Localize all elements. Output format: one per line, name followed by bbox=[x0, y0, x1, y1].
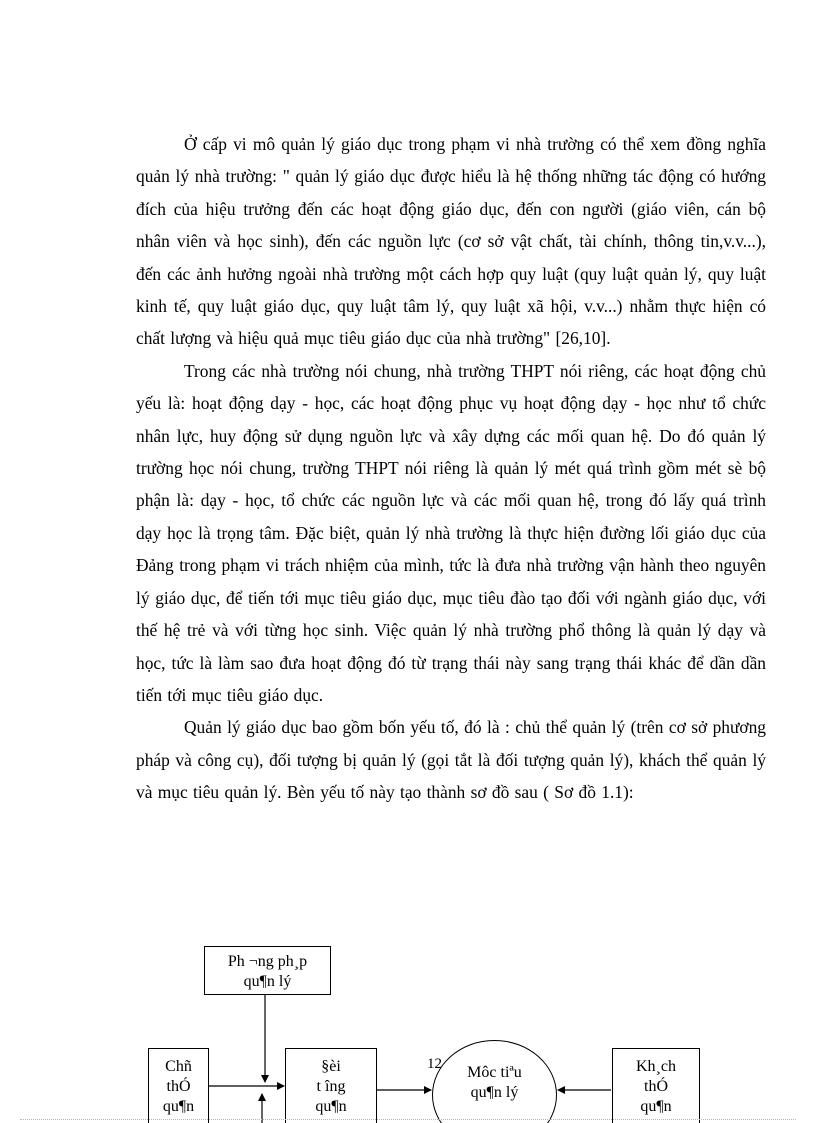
method-box-line-2: qu¶n lý bbox=[243, 973, 292, 990]
object-box bbox=[285, 1048, 377, 1123]
goal-circle bbox=[432, 1040, 557, 1123]
goal-circle-line-2: qu¶n lý bbox=[470, 1084, 519, 1101]
body-text bbox=[136, 128, 766, 809]
object-box-line-1: §èi bbox=[321, 1058, 341, 1075]
object-box-line-3: qu¶n bbox=[315, 1098, 347, 1115]
subject-box-line-3: qu¶n bbox=[162, 1098, 195, 1115]
paragraph-1: Ở cấp vi mô quản lý giáo dục trong phạm vi nhà trường có thể xem đồng nghĩa quản lý nhà trường: " quản lý giáo dục được hiểu là hệ thống những tác động có hướng đích của hiệu trưởng đến các hoạt động giáo dục, đến con người (giáo viên, cán bộ nhân viên và học sinh), đến các nguồn lực (cơ sở vật chất, tài chính, thông tin,v.v...), đến các ảnh hưởng ngoài nhà trường một cách hợp quy luật (quy luật quản lý, quy luật kinh tế, quy luật giáo dục, quy luật tâm lý, quy luật xã hội, v.v...) nhằm thực hiện có chất lượng và hiệu quả mục tiêu giáo dục của nhà trường" [26,10]. bbox=[136, 134, 766, 349]
page-number: 12 bbox=[427, 1056, 442, 1072]
method-box bbox=[204, 946, 331, 995]
page-bottom-divider bbox=[20, 1119, 796, 1120]
external-box bbox=[612, 1048, 700, 1123]
method-box-line-1: Ph ¬ng ph¸p bbox=[227, 953, 308, 970]
subject-box-line-2: thÓ bbox=[166, 1078, 191, 1095]
subject-box-line-1: Chñ bbox=[165, 1058, 192, 1075]
goal-circle-line-1: Môc tiªu bbox=[467, 1064, 522, 1081]
paragraph-3: Quản lý giáo dục bao gồm bốn yếu tố, đó là : chủ thể quản lý (trên cơ sở phương pháp và công cụ), đối tượng bị quản lý (gọi tắt là đối tượng quản lý), khách thể quản lý và mục tiêu quản lý. Bèn yếu tố này tạo thành sơ đồ sau ( Sơ đồ 1.1): bbox=[136, 717, 766, 803]
object-box-line-2: t îng bbox=[316, 1078, 346, 1095]
external-box-line-1: Kh¸ch bbox=[636, 1058, 676, 1075]
paragraph-2: Trong các nhà trường nói chung, nhà trường THPT nói riêng, các hoạt động chủ yếu là: hoạt động dạy - học, các hoạt động phục vụ hoạt động dạy - học như tổ chức nhân lực, huy động sử dụng nguồn lực và xây dựng các mối quan hệ. Do đó quản lý trường học nói chung, trường THPT nói riêng là quản lý mét quá trình gồm mét sè bộ phận là: dạy - học, tổ chức các nguồn lực và các mối quan hệ, trong đó lấy quá trình dạy học là trọng tâm. Đặc biệt, quản lý nhà trường là thực hiện đường lối giáo dục của Đảng trong phạm vi trách nhiệm của mình, tức là đưa nhà trường vận hành theo nguyên lý giáo dục, để tiến tới mục tiêu giáo dục, mục tiêu đào tạo đối với ngành giáo dục, với thế hệ trẻ và với từng học sinh. Việc quản lý nhà trường phổ thông là quản lý dạy và học, tức là làm sao đưa hoạt động đó từ trạng thái này sang trạng thái khác để dần dần tiến tới mục tiêu giáo dục. bbox=[136, 360, 766, 705]
external-box-line-2: thÓ bbox=[644, 1078, 668, 1095]
subject-box bbox=[148, 1048, 209, 1123]
external-box-line-3: qu¶n bbox=[640, 1098, 672, 1115]
